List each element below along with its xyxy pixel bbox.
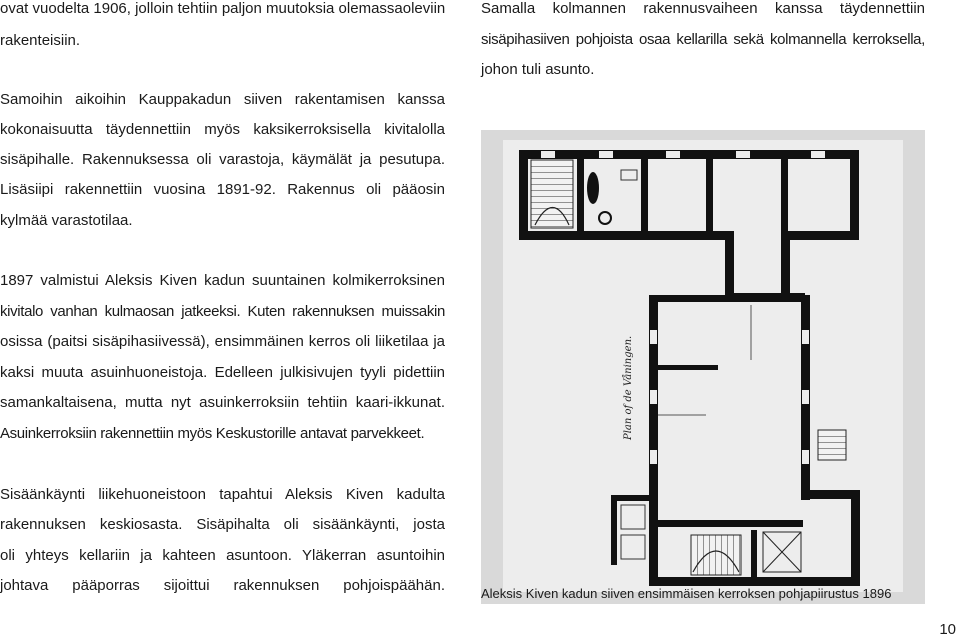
paragraph-line: johtava pääporras sijoittui rakennuksen pohjoispäähän.: [0, 577, 445, 594]
floor-plan-drawing: [481, 130, 925, 604]
paragraph-line: rakennuksen keskiosasta. Sisäpihalta oli sisäänkäynti, josta: [0, 516, 445, 533]
paragraph-line: johon tuli asunto.: [481, 61, 595, 78]
figure-caption: Aleksis Kiven kadun siiven ensimmäisen kerroksen pohjapiirustus 1896: [481, 586, 892, 601]
paragraph-line: Samoihin aikoihin Kauppakadun siiven rakentamisen kanssa: [0, 91, 445, 108]
paragraph-line: rakenteisiin.: [0, 32, 81, 49]
paragraph-line: 1897 valmistui Aleksis Kiven kadun suuntainen kolmikerroksinen: [0, 272, 445, 289]
paragraph-line: ovat vuodelta 1906, jolloin tehtiin paljon muutoksia olemassaoleviin: [0, 0, 446, 17]
paragraph-line: oli yhteys kellariin ja kahteen asuntoon. Yläkerran asuntoihin: [0, 547, 445, 564]
paragraph-line: kokonaisuutta täydennettiin myös kaksikerroksisella kivitalolla: [0, 121, 445, 138]
paragraph-line: Lisäsiipi rakennettiin vuosina 1891-92. Rakennus oli pääosin: [0, 181, 445, 198]
paragraph-line: sisäpihasiiven pohjoista osaa kellarilla sekä kolmannella kerroksella,: [481, 31, 925, 48]
page-number: 10: [939, 621, 956, 638]
plan-handwritten-title: Plan of de Våningen.: [623, 335, 634, 440]
paragraph-line: sisäpihalle. Rakennuksessa oli varastoja, käymälät ja pesutupa.: [0, 151, 445, 168]
paragraph-line: Asuinkerroksiin rakennettiin myös Keskustorille antavat parvekkeet.: [0, 425, 425, 442]
paragraph-line: samankaltaisena, mutta nyt asuinkerroksiin tehtiin kaari-ikkunat.: [0, 394, 445, 411]
paragraph-line: kivitalo vanhan kulmaosan jatkeeksi. Kuten rakennuksen muissakin: [0, 303, 445, 320]
paragraph-line: kaksi muuta asuinhuoneistoja. Edelleen julkisivujen tyyli pidettiin: [0, 364, 445, 381]
paragraph-line: osissa (paitsi sisäpihasiivessä), ensimmäinen kerros oli liiketilaa ja: [0, 333, 445, 350]
paragraph-line: kylmää varastotilaa.: [0, 212, 133, 229]
paragraph-line: Sisäänkäynti liikehuoneistoon tapahtui Aleksis Kiven kadulta: [0, 486, 445, 503]
paragraph-line: Samalla kolmannen rakennusvaiheen kanssa täydennettiin: [481, 0, 925, 17]
